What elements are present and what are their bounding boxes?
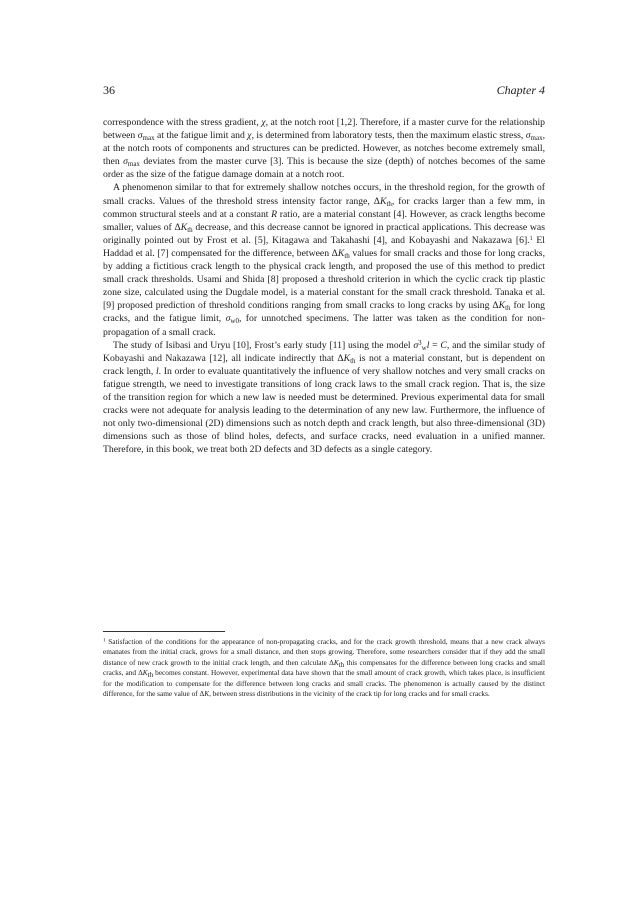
text-run: Δ <box>199 689 205 699</box>
paragraph <box>103 116 545 181</box>
math-symbol: $\sigma_{max}$ <box>137 130 155 143</box>
math-symbol: l <box>155 365 159 377</box>
text-run: The study of Isibasi and Uryu [10], Frost’s early study [11] using the model <box>113 339 414 351</box>
footnote <box>103 637 545 699</box>
math-symbol: $\sigma_{max}$ <box>123 156 140 169</box>
text-run: deviates from the master curve [3]. This is because the size (depth) of notches becomes of the same order as the size of the fatigue damage domain at a notch root. <box>103 156 546 181</box>
math-symbol: $K_{th}$ <box>380 195 392 208</box>
text-run: Δ <box>373 195 380 207</box>
page-header <box>103 83 545 97</box>
math-subscript: w0 <box>230 317 239 326</box>
math-symbol: $K_{th}$ <box>498 300 511 313</box>
text-run: for long cracks, and the fatigue limit, <box>103 300 545 325</box>
text-run: A phenomenon similar to that for extremely shallow notches occurs, in the threshold region, for the growth of small cracks. Values of the threshold stress intensity factor range, <box>103 182 545 207</box>
math-symbol: $K_{th}$ <box>337 247 350 260</box>
text-run: is not a material constant, but is dependent on crack length, <box>103 352 546 377</box>
math-symbol: R <box>271 208 278 220</box>
math-superscript: 3 <box>418 338 422 347</box>
math-subscript: th <box>338 660 345 669</box>
math-symbol: $\sigma_{w0}$ <box>225 313 239 326</box>
text-run: decrease, and this decrease cannot be ignored in practical applications. This decrease was originally pointed out by Frost et al. [5], Kitagawa and Takahashi [4], and Kobayashi and Nakazawa [6]. <box>103 221 545 246</box>
text-run: = <box>429 339 441 351</box>
math-symbol: $\sigma^3_w$ <box>413 338 427 352</box>
math-symbol: Kth <box>142 668 154 680</box>
text-run: , for cracks larger than a few mm, in common structural steels and at a constant <box>103 195 545 220</box>
text-run: , at the notch roots of components and structures can be predicted. However, as notches become extremely small, then <box>103 130 545 168</box>
paragraph <box>103 181 545 338</box>
text-run: Δ <box>331 247 338 259</box>
text-run: , for unnotched specimens. The latter was taken as the condition for non-propagation of a small crack. <box>103 313 545 338</box>
math-symbol: χ <box>247 130 252 142</box>
text-run: Satisfaction of the conditions for the appearance of non-propagating cracks, and for the crack growth threshold, means that a new crack always emanates from the initial crack, grows for a small distance, and then stops growing. Therefore, some researchers consider that if they add the small distance of new crack growth to the initial crack length, and then calculate <box>103 637 545 667</box>
text-run: at the fatigue limit and <box>154 130 248 142</box>
text-run: , and the similar study of Kobayashi and Nakazawa [12], all indicate indirectly that <box>103 339 545 364</box>
math-symbol: $K_{th}$ <box>180 221 193 234</box>
footnote-marker: 1 <box>103 638 106 644</box>
footnote-reference: 1 <box>529 235 533 242</box>
chapter-label: Chapter 4 <box>496 83 545 97</box>
math-subscript: th <box>344 251 350 260</box>
math-subscript: th <box>505 304 511 313</box>
math-symbol: C <box>440 339 447 351</box>
body-text <box>103 116 545 456</box>
math-symbol: $\sigma_{max}$ <box>525 130 543 143</box>
math-subscript: max <box>127 160 140 169</box>
math-subscript: th <box>350 356 356 365</box>
text-run: , is determined from laboratory tests, then the maximum elastic stress, <box>251 130 526 142</box>
text-run: El Haddad et al. [7] compensated for the difference, between <box>103 234 546 259</box>
math-subscript: th <box>187 225 193 234</box>
text-run: . In order to evaluate quantitatively the influence of very shallow notches and very small cracks on fatigue strength, we need to investigate transitions of long crack laws to the small crack region. That is, the size of the transition region for which a new law is needed must be determined. Previous experimental data for small cracks were not adequate for analysis leading to the determination of any new law. Furthermore, the influence of not only two-dimensional (2D) dimensions such as notch depth and crack length, but also three-dimensional (3D) dimensions such as those of blind holes, defects, and surface cracks, need evaluation in a unified manner. Therefore, in this book, we treat both 2D defects and 3D defects as a single category. <box>103 365 545 456</box>
math-symbol: Kth <box>333 657 345 669</box>
math-symbol: K <box>204 689 210 699</box>
math-subscript: max <box>142 134 155 143</box>
text-run: , between stress distributions in the vicinity of the crack tip for long cracks and for small cracks. <box>209 689 490 699</box>
math-subscript: w <box>421 343 427 352</box>
text-run: Δ <box>138 668 143 678</box>
text-run: Δ <box>337 352 344 364</box>
footnote-text <box>103 637 545 698</box>
math-symbol: $K_{th}$ <box>343 352 356 365</box>
text-run: this compensates for the difference between long cracks and small cracks, and <box>103 657 545 678</box>
text-run: Δ <box>492 300 499 312</box>
text-run: values for small cracks and those for long cracks, by adding a fictitious crack length to the physical crack length, and proposed the use of this method to predict small crack thresholds. Usami and Shida [8] proposed a threshold criterion in which the cyclic crack tip plastic zone size, calculated using the Dugdale model, is a material constant for the small crack threshold. Tanaka et al. [9] proposed prediction of threshold conditions ranging from small cracks to long cracks by using <box>103 247 546 312</box>
text-run: correspondence with the stress gradient, <box>103 117 262 128</box>
math-subscript: th <box>386 199 392 208</box>
footnote-divider <box>103 631 225 632</box>
math-symbol: l <box>426 339 430 351</box>
text-run: Δ <box>329 657 334 667</box>
math-symbol: χ <box>261 117 266 128</box>
paragraph <box>103 339 545 457</box>
text-run: , at the notch root [1,2]. Therefore, if a master curve for the relationship between <box>103 117 545 142</box>
text-run: Δ <box>174 221 181 233</box>
page-number: 36 <box>103 83 115 97</box>
math-subscript: th <box>147 671 154 680</box>
text-run: ratio, are a material constant [4]. However, as crack lengths become smaller, values of <box>103 208 545 233</box>
text-run: becomes constant. However, experimental data have shown that the small amount of crack growth, which takes place, is insufficient for the modification to compensate for the difference between long cracks and small cracks. The phenomenon is actually caused by the distinct difference, for the same value of <box>103 668 545 699</box>
math-subscript: max <box>530 134 543 143</box>
